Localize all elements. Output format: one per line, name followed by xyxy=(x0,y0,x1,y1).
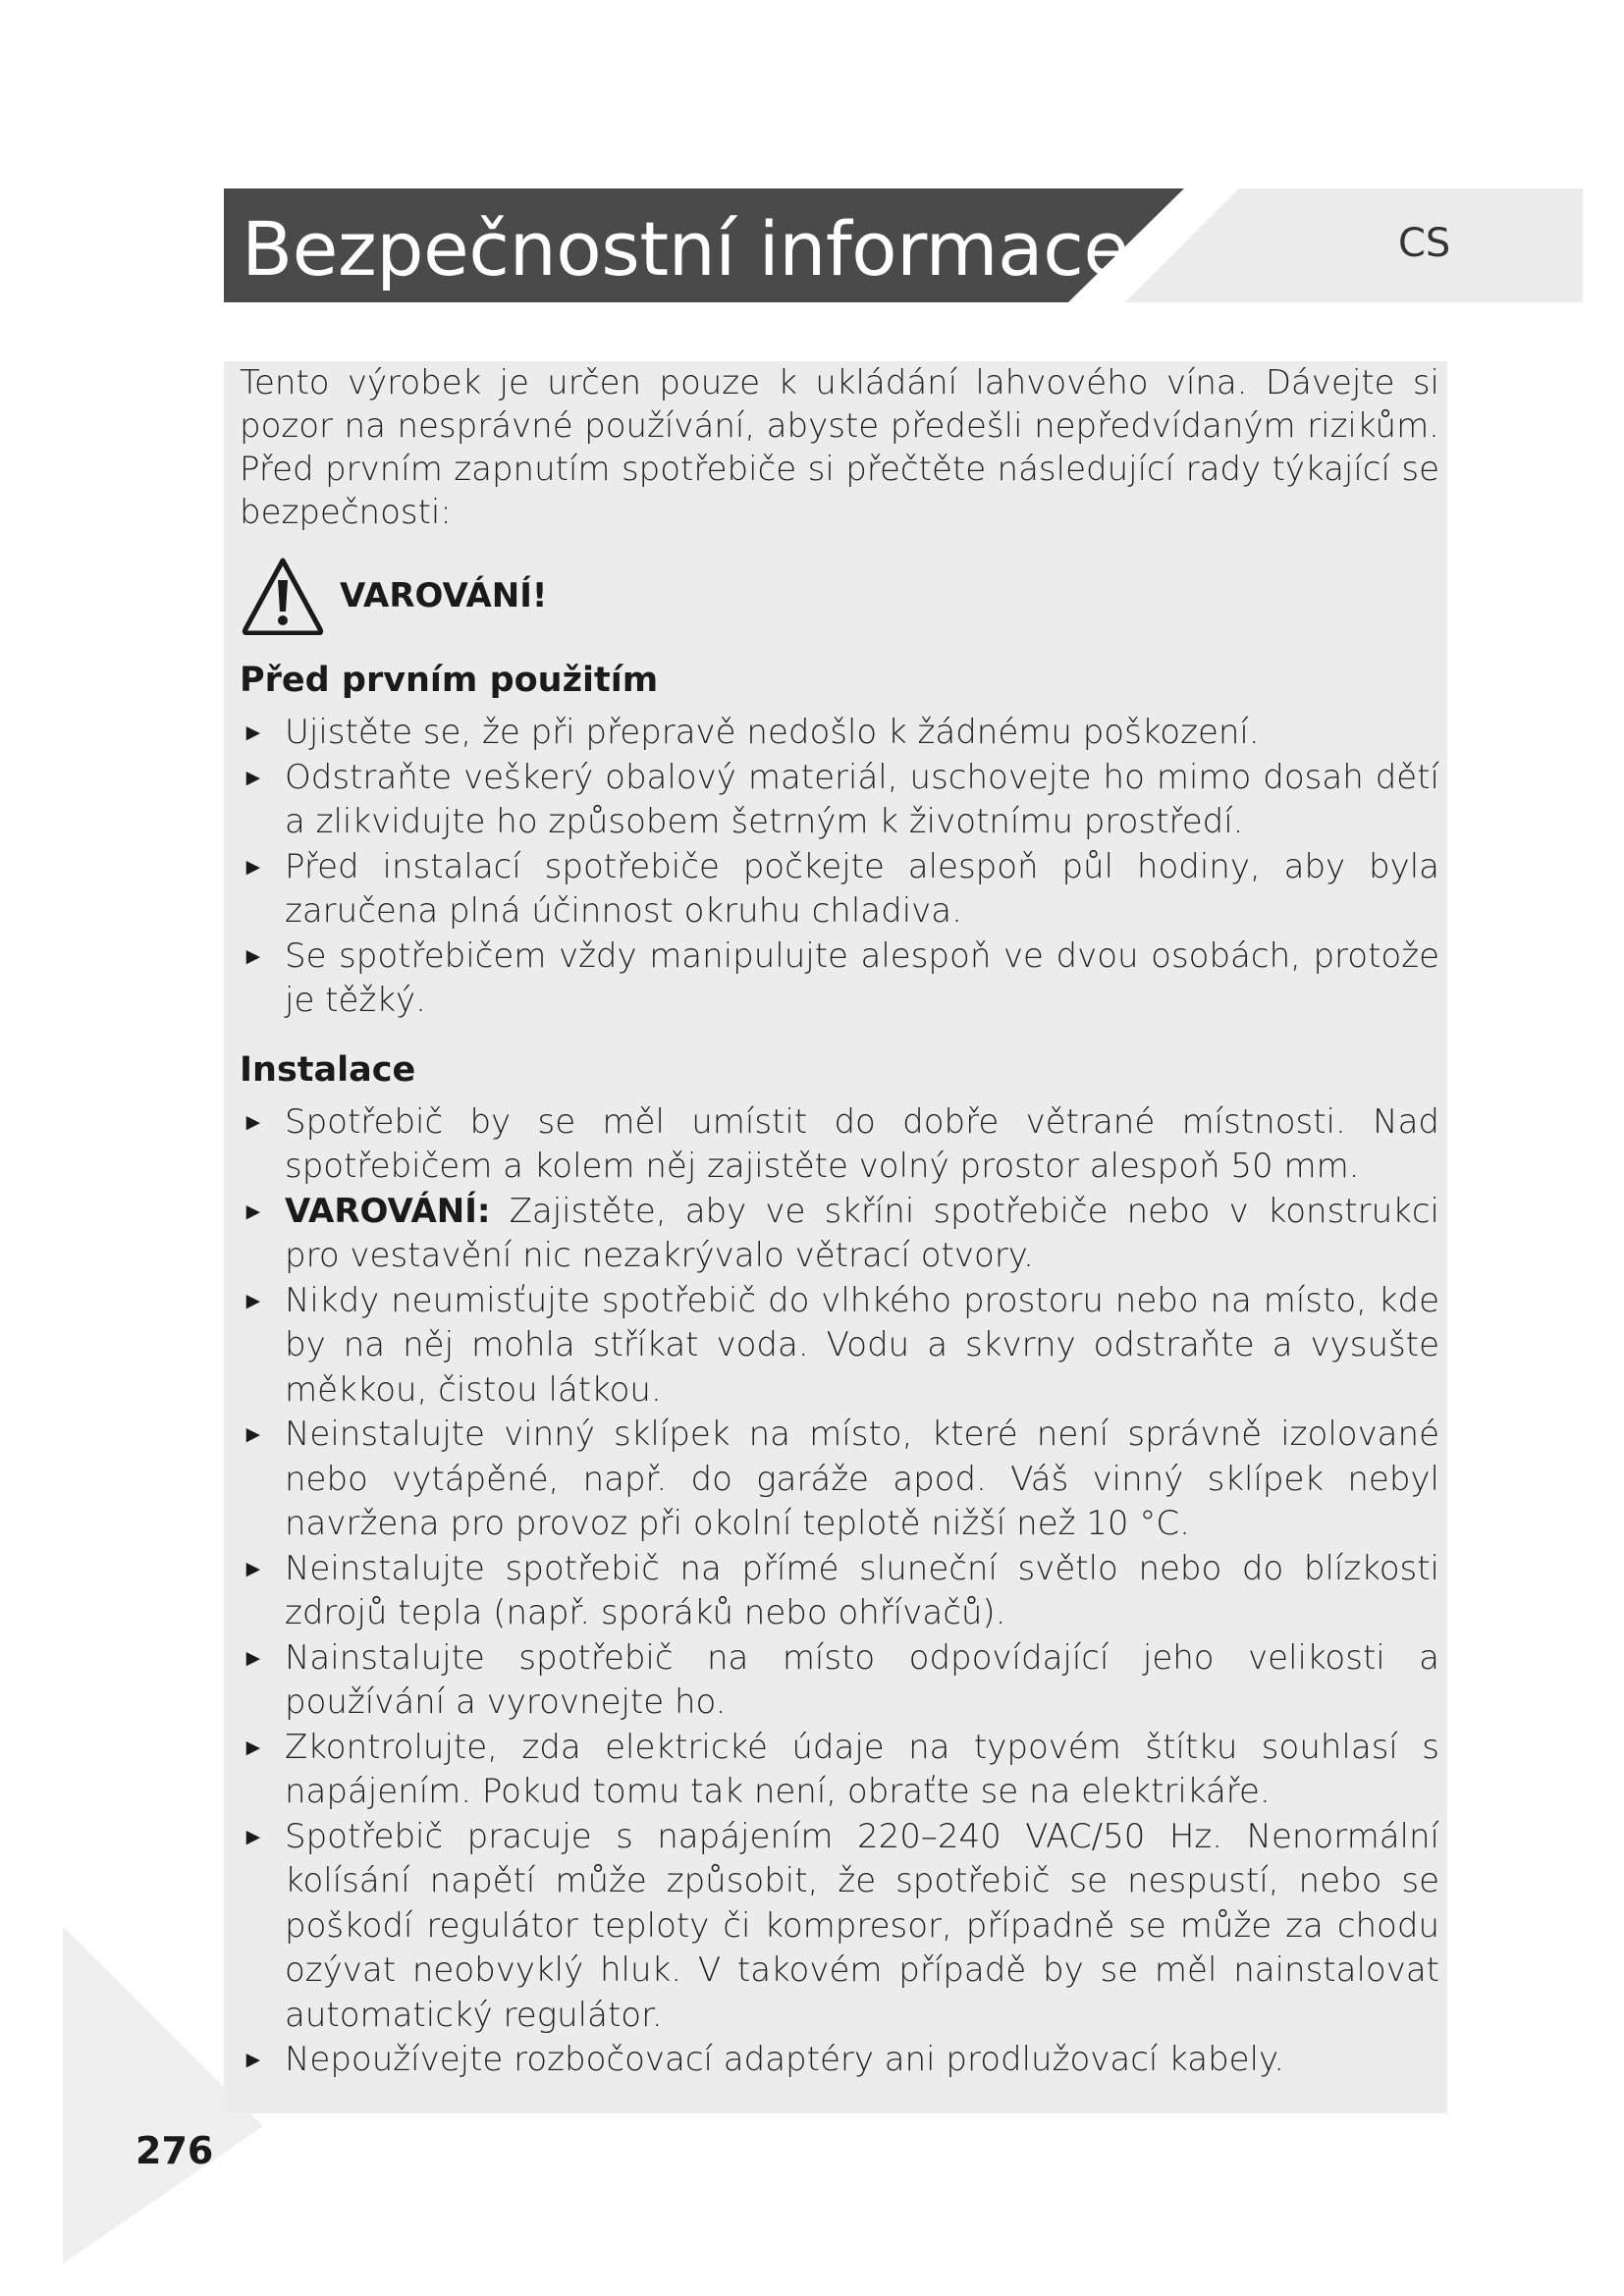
list-item-text: Se spotřebičem vždy manipulujte alespoň ve dvou osobách, protože je těžký. xyxy=(285,935,1439,1020)
intro-paragraph: Tento výrobek je určen pouze k ukládání lahvového vína. Dávejte si pozor na nesprávné používání, abyste předešli nepředvídaným rizikům. Před prvním zapnutím spotřebiče si přečtěte následující rady týkající se bezpečnosti: xyxy=(240,363,1439,532)
list-item xyxy=(240,1279,1439,1414)
section-heading-installation: Instalace xyxy=(240,1049,416,1090)
list-item xyxy=(240,1100,1439,1190)
bullet-arrow-icon: ► xyxy=(242,763,265,791)
section-heading-before-first-use: Před prvním použitím xyxy=(240,661,659,700)
safety-info-box xyxy=(224,361,1447,2113)
list-item-text: Odstraňte veškerý obalový materiál, uschovejte ho mimo dosah dětí a zlikvidujte ho způsobem šetrným k životnímu prostředí. xyxy=(285,757,1439,841)
bullet-arrow-icon: ► xyxy=(242,719,265,746)
warning-title: VAROVÁNÍ! xyxy=(340,576,548,615)
list-item-text: Před instalací spotřebiče počkejte alespoň půl hodiny, aby byla zaručena plná účinnost okruhu chladiva. xyxy=(285,846,1439,931)
list-item xyxy=(240,934,1439,1024)
list-item xyxy=(240,1190,1439,1279)
page-number: 276 xyxy=(135,2129,214,2172)
bullet-arrow-icon: ► xyxy=(242,1733,265,1761)
list-item-text: Ujistěte se, že při přepravě nedošlo k žádnému poškození. xyxy=(285,713,1260,752)
list-item-text: Zajistěte, aby ve skříni spotřebiče nebo v konstrukci pro vestavění nic nezakrývalo větrací otvory. xyxy=(285,1191,1439,1275)
list-item xyxy=(240,1413,1439,1547)
list-item xyxy=(240,756,1439,845)
before-first-use-list xyxy=(240,711,1439,1024)
list-item xyxy=(240,1547,1439,1636)
list-item xyxy=(240,2038,1439,2083)
list-item xyxy=(240,1815,1439,2039)
warning-prefix: VAROVÁNÍ: xyxy=(285,1191,491,1231)
bullet-arrow-icon: ► xyxy=(242,1107,265,1136)
bullet-arrow-icon: ► xyxy=(242,1420,265,1448)
list-item-text: Nainstalujte spotřebič na místo odpovídající jeho velikosti a používání a vyrovnejte ho. xyxy=(285,1637,1439,1722)
list-item-text: Zkontrolujte, zda elektrické údaje na typovém štítku souhlasí s napájením. Pokud tomu tak není, obraťte se na elektrikáře. xyxy=(285,1727,1439,1811)
language-code: CS xyxy=(1398,221,1451,266)
warning-triangle-icon xyxy=(242,557,324,635)
list-item xyxy=(240,711,1439,756)
list-item xyxy=(240,1636,1439,1726)
header-language-tab xyxy=(1125,188,1583,302)
list-item-text: Neinstalujte vinný sklípek na místo, které není správně izolované nebo vytápěné, např. do garáže apod. Váš vinný sklípek nebyl navržena pro provoz při okolní teplotě nižší než 10 °C. xyxy=(285,1415,1439,1543)
bullet-arrow-icon: ► xyxy=(242,941,265,970)
list-item-text: Neinstalujte spotřebič na přímé sluneční světlo nebo do blízkosti zdrojů tepla (např. sporáků nebo ohřívačů). xyxy=(285,1548,1439,1632)
installation-list xyxy=(240,1100,1439,2083)
bullet-arrow-icon: ► xyxy=(242,1822,265,1850)
page-title: Bezpečnostní informace xyxy=(242,205,1129,293)
bullet-arrow-icon: ► xyxy=(242,1286,265,1314)
list-item-text: Spotřebič pracuje s napájením 220–240 VAC/50 Hz. Nenormální kolísání napětí může způsobit, že spotřebič se nespustí, nebo se poškodí regulátor teploty či kompresor, případně se může za chodu ozývat neobvyklý hluk. V takovém případě by se měl nainstalovat automatický regulátor. xyxy=(285,1816,1439,2035)
bullet-arrow-icon: ► xyxy=(242,1643,265,1672)
list-item-text: Spotřebič by se měl umístit do dobře větrané místnosti. Nad spotřebičem a kolem něj zajistěte volný prostor alespoň 50 mm. xyxy=(285,1101,1439,1186)
list-item-text: Nepoužívejte rozbočovací adaptéry ani prodlužovací kabely. xyxy=(285,2040,1285,2079)
bullet-arrow-icon: ► xyxy=(242,852,265,881)
bullet-arrow-icon: ► xyxy=(242,2046,265,2073)
bullet-arrow-icon: ► xyxy=(242,1197,265,1225)
list-item xyxy=(240,845,1439,934)
bullet-arrow-icon: ► xyxy=(242,1554,265,1582)
list-item-text: Nikdy neumisťujte spotřebič do vlhkého prostoru nebo na místo, kde by na něj mohla stříkat voda. Vodu a skvrny odstraňte a vysušte měkkou, čistou látkou. xyxy=(285,1280,1439,1410)
warning-banner xyxy=(240,554,1439,638)
list-item xyxy=(240,1726,1439,1815)
